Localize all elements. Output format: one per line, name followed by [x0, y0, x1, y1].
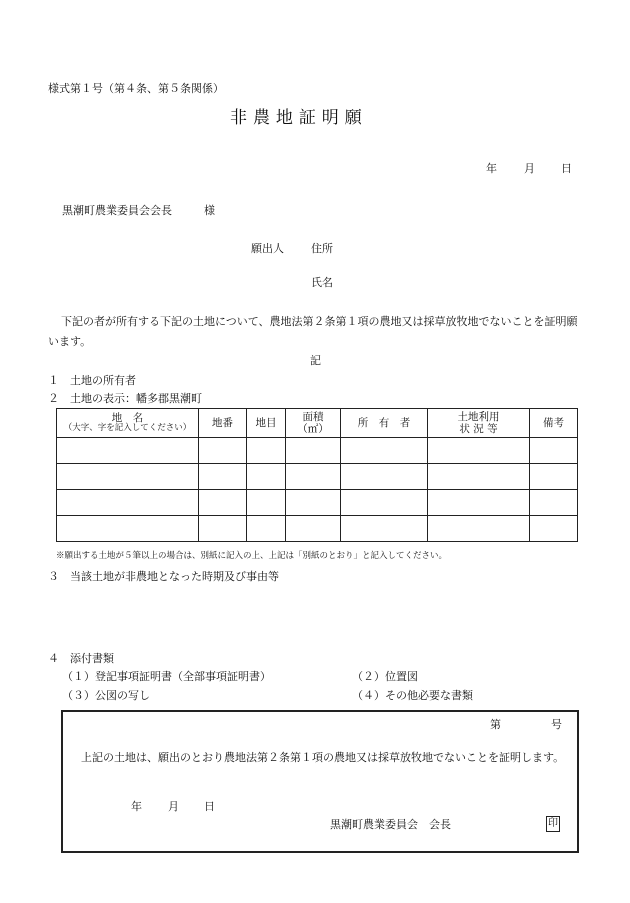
cell-owner[interactable] [341, 490, 428, 516]
header-chiban: 地番 [199, 409, 247, 438]
attachment-item: （３）公図の写し [62, 689, 150, 702]
date-day-label: 日 [561, 162, 572, 175]
date-month-label: 月 [524, 162, 535, 175]
land-table-header [57, 409, 578, 438]
certificate-box [61, 710, 579, 853]
cell-chimei[interactable] [57, 464, 199, 490]
certificate-issuer: 黒潮町農業委員会 会長 [330, 818, 451, 831]
ki-label: 記 [310, 354, 321, 367]
date-year-label: 年 [486, 162, 497, 175]
cell-usage[interactable] [428, 516, 530, 542]
section-3-reason: ３ 当該土地が非農地となった時期及び事由等 [48, 570, 279, 583]
attachment-item: （１）登記事項証明書（全部事項証明書） [62, 670, 271, 683]
table-row [57, 438, 578, 464]
cell-chiban[interactable] [199, 516, 247, 542]
cell-menseki[interactable] [286, 516, 341, 542]
certificate-date-year: 年 [131, 800, 142, 813]
section-2-land-display: ２ 土地の表示：幡多郡黒潮町 [48, 392, 202, 405]
cell-owner[interactable] [341, 438, 428, 464]
cell-chiban[interactable] [199, 490, 247, 516]
table-row [57, 464, 578, 490]
cell-menseki[interactable] [286, 464, 341, 490]
header-menseki [286, 409, 341, 438]
section-4-attachments: ４ 添付書類 [48, 652, 114, 665]
cell-usage[interactable] [428, 490, 530, 516]
cell-chimei[interactable] [57, 438, 199, 464]
certificate-date-month: 月 [168, 800, 179, 813]
cell-chiban[interactable] [199, 464, 247, 490]
attachment-item: （４）その他必要な書類 [352, 689, 473, 702]
attachment-item: （２）位置図 [352, 670, 418, 683]
header-chimei-note: （大字、字を記入してください） [63, 423, 192, 434]
addressee-honorific: 様 [204, 204, 215, 217]
cell-chimoku[interactable] [247, 464, 286, 490]
cell-usage[interactable] [428, 438, 530, 464]
addressee-name: 黒潮町農業委員会会長 [62, 204, 172, 217]
cell-owner[interactable] [341, 516, 428, 542]
applicant-address-label: 住所 [311, 242, 333, 255]
header-chimoku: 地目 [247, 409, 286, 438]
header-chimei-label: 地 名 [111, 412, 144, 425]
seal-mark: 印 [546, 816, 560, 832]
header-chimei [57, 409, 199, 438]
certificate-number-label: 第 [490, 718, 501, 731]
applicant-label: 願出人 [251, 242, 284, 255]
header-usage-line2: 状 況 等 [459, 423, 498, 435]
certificate-text: 上記の土地は、願出のとおり農地法第２条第１項の農地又は採草放牧地でないことを証明します。 [81, 751, 565, 764]
cell-chimoku[interactable] [247, 438, 286, 464]
certificate-number-suffix: 号 [551, 718, 562, 731]
cell-chimei[interactable] [57, 516, 199, 542]
form-number: 様式第１号（第４条、第５条関係） [48, 82, 224, 95]
cell-remarks[interactable] [530, 464, 578, 490]
cell-usage[interactable] [428, 464, 530, 490]
request-text: 下記の者が所有する下記の土地について、農地法第２条第１項の農地又は採草放牧地でないことを証明願います。 [48, 315, 578, 348]
land-table [56, 408, 578, 542]
cell-remarks[interactable] [530, 438, 578, 464]
cell-owner[interactable] [341, 464, 428, 490]
page-title: 非農地証明願 [230, 108, 368, 128]
table-row [57, 490, 578, 516]
header-usage-line1: 土地利用 [457, 410, 500, 423]
header-menseki-label: 面積 [302, 410, 324, 423]
cell-chimoku[interactable] [247, 490, 286, 516]
section-1-owner: １ 土地の所有者 [48, 374, 136, 387]
cell-chiban[interactable] [199, 438, 247, 464]
cell-menseki[interactable] [286, 490, 341, 516]
table-note: ※願出する土地が５筆以上の場合は、別紙に記入の上、上記は「別紙のとおり」と記入してください。 [56, 551, 448, 561]
cell-chimei[interactable] [57, 490, 199, 516]
cell-menseki[interactable] [286, 438, 341, 464]
cell-remarks[interactable] [530, 490, 578, 516]
certificate-date-day: 日 [204, 800, 215, 813]
cell-remarks[interactable] [530, 516, 578, 542]
header-remarks: 備考 [530, 409, 578, 438]
header-owner: 所 有 者 [341, 409, 428, 438]
table-row [57, 516, 578, 542]
applicant-name-label: 氏名 [311, 276, 333, 289]
header-menseki-unit: （㎡） [297, 423, 329, 435]
cell-chimoku[interactable] [247, 516, 286, 542]
header-usage [428, 409, 530, 438]
